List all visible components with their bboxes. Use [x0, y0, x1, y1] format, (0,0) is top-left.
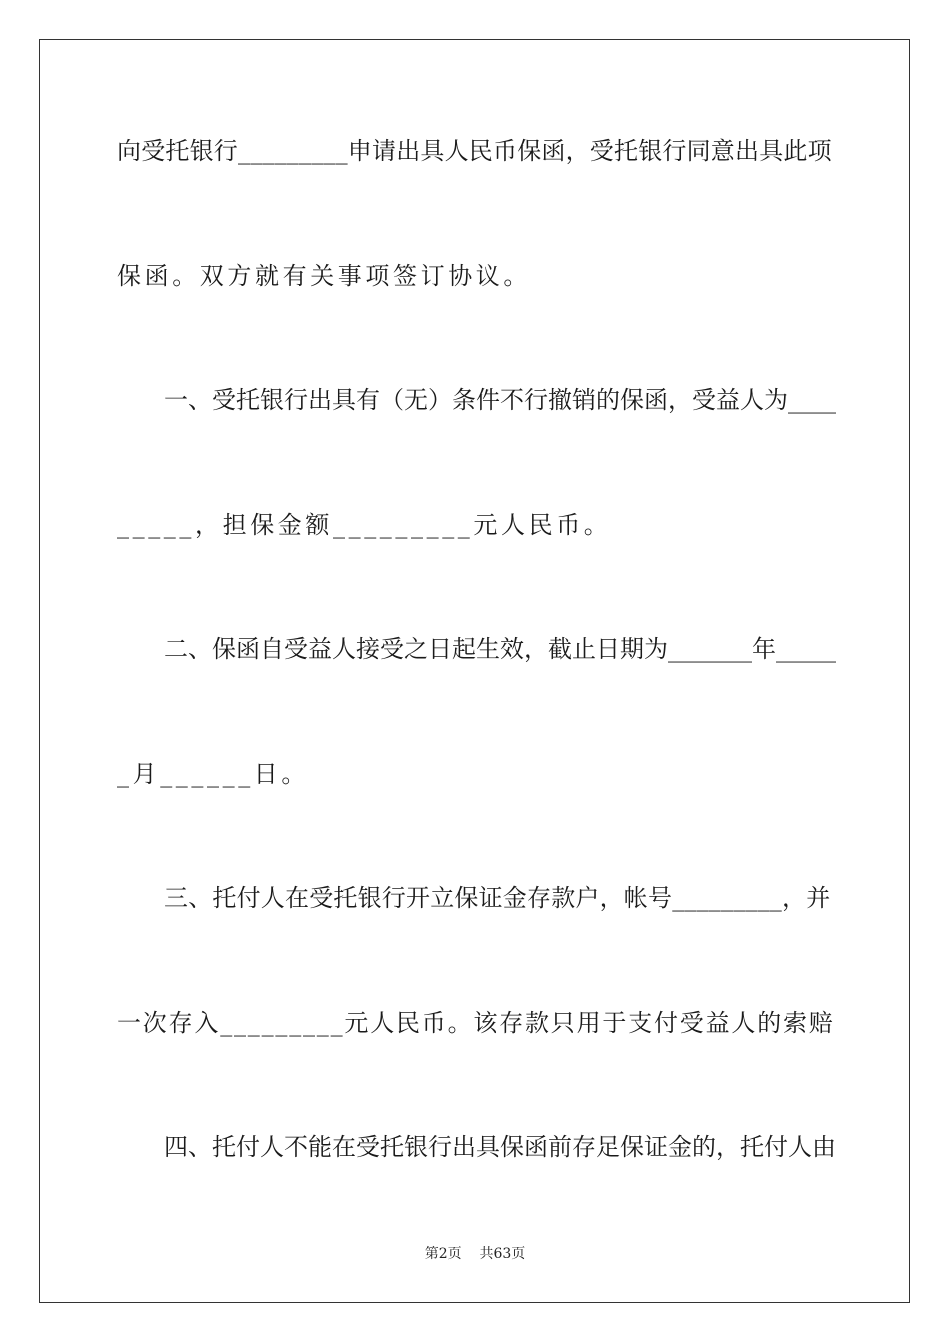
clause-3-line-2: 一次存入_________元人民币。该存款只用于支付受益人的索赔 — [117, 1009, 835, 1037]
clause-2-line-1: 二、保函自受益人接受之日起生效，截止日期为_______年_____ — [164, 635, 836, 663]
body-line-1: 向受托银行_________申请出具人民币保函，受托银行同意出具此项 — [117, 137, 832, 165]
body-line-2: 保函。双方就有关事项签订协议。 — [117, 262, 531, 290]
page-border — [39, 39, 910, 1303]
page-footer — [0, 1245, 950, 1263]
clause-2-line-2: _月______日。 — [117, 760, 309, 788]
page-number: 第2页 — [424, 1246, 462, 1262]
page-total: 共63页 — [479, 1246, 526, 1262]
clause-1-line-2: _____，担保金额_________元人民币。 — [117, 511, 612, 539]
clause-4-line-1: 四、托付人不能在受托银行出具保函前存足保证金的，托付人由 — [164, 1133, 836, 1161]
clause-3-line-1: 三、托付人在受托银行开立保证金存款户，帐号_________，并 — [164, 884, 831, 912]
clause-1-line-1: 一、受托银行出具有（无）条件不行撤销的保函，受益人为____ — [164, 386, 836, 414]
